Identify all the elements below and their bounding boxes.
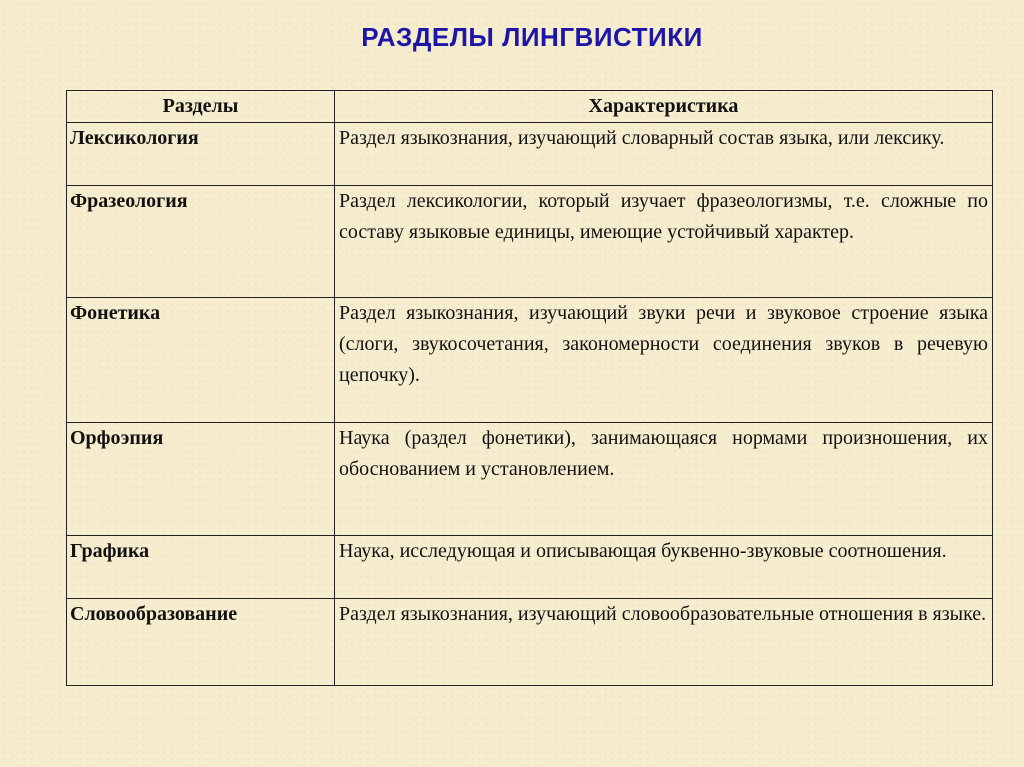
table-row — [67, 423, 993, 536]
section-description: Наука (раздел фонетики), занимающаяся нормами произношения, их обоснованием и установлением. — [335, 423, 993, 536]
table-header-row — [67, 91, 993, 123]
section-description: Раздел языкознания, изучающий звуки речи и звуковое строение языка (слоги, звукосочетания, закономерности соединения звуков в речевую цепочку). — [335, 298, 993, 423]
section-name: Фонетика — [67, 298, 335, 423]
table-row — [67, 186, 993, 298]
section-description: Раздел языкознания, изучающий словообразовательные отношения в языке. — [335, 599, 993, 686]
section-name: Словообразование — [67, 599, 335, 686]
linguistics-sections-table — [66, 90, 993, 686]
section-name: Лексикология — [67, 123, 335, 186]
column-header-sections: Разделы — [67, 91, 335, 123]
table-row — [67, 536, 993, 599]
section-description: Наука, исследующая и описывающая буквенно-звуковые соотношения. — [335, 536, 993, 599]
slide-title: РАЗДЕЛЫ ЛИНГВИСТИКИ — [361, 22, 703, 52]
table-row — [67, 123, 993, 186]
table-row — [67, 599, 993, 686]
section-description: Раздел языкознания, изучающий словарный состав языка, или лексику. — [335, 123, 993, 186]
section-name: Графика — [67, 536, 335, 599]
section-name: Орфоэпия — [67, 423, 335, 536]
section-name: Фразеология — [67, 186, 335, 298]
column-header-characteristic: Характеристика — [335, 91, 993, 123]
table-row — [67, 298, 993, 423]
section-description: Раздел лексикологии, который изучает фразеологизмы, т.е. сложные по составу языковые единицы, имеющие устойчивый характер. — [335, 186, 993, 298]
